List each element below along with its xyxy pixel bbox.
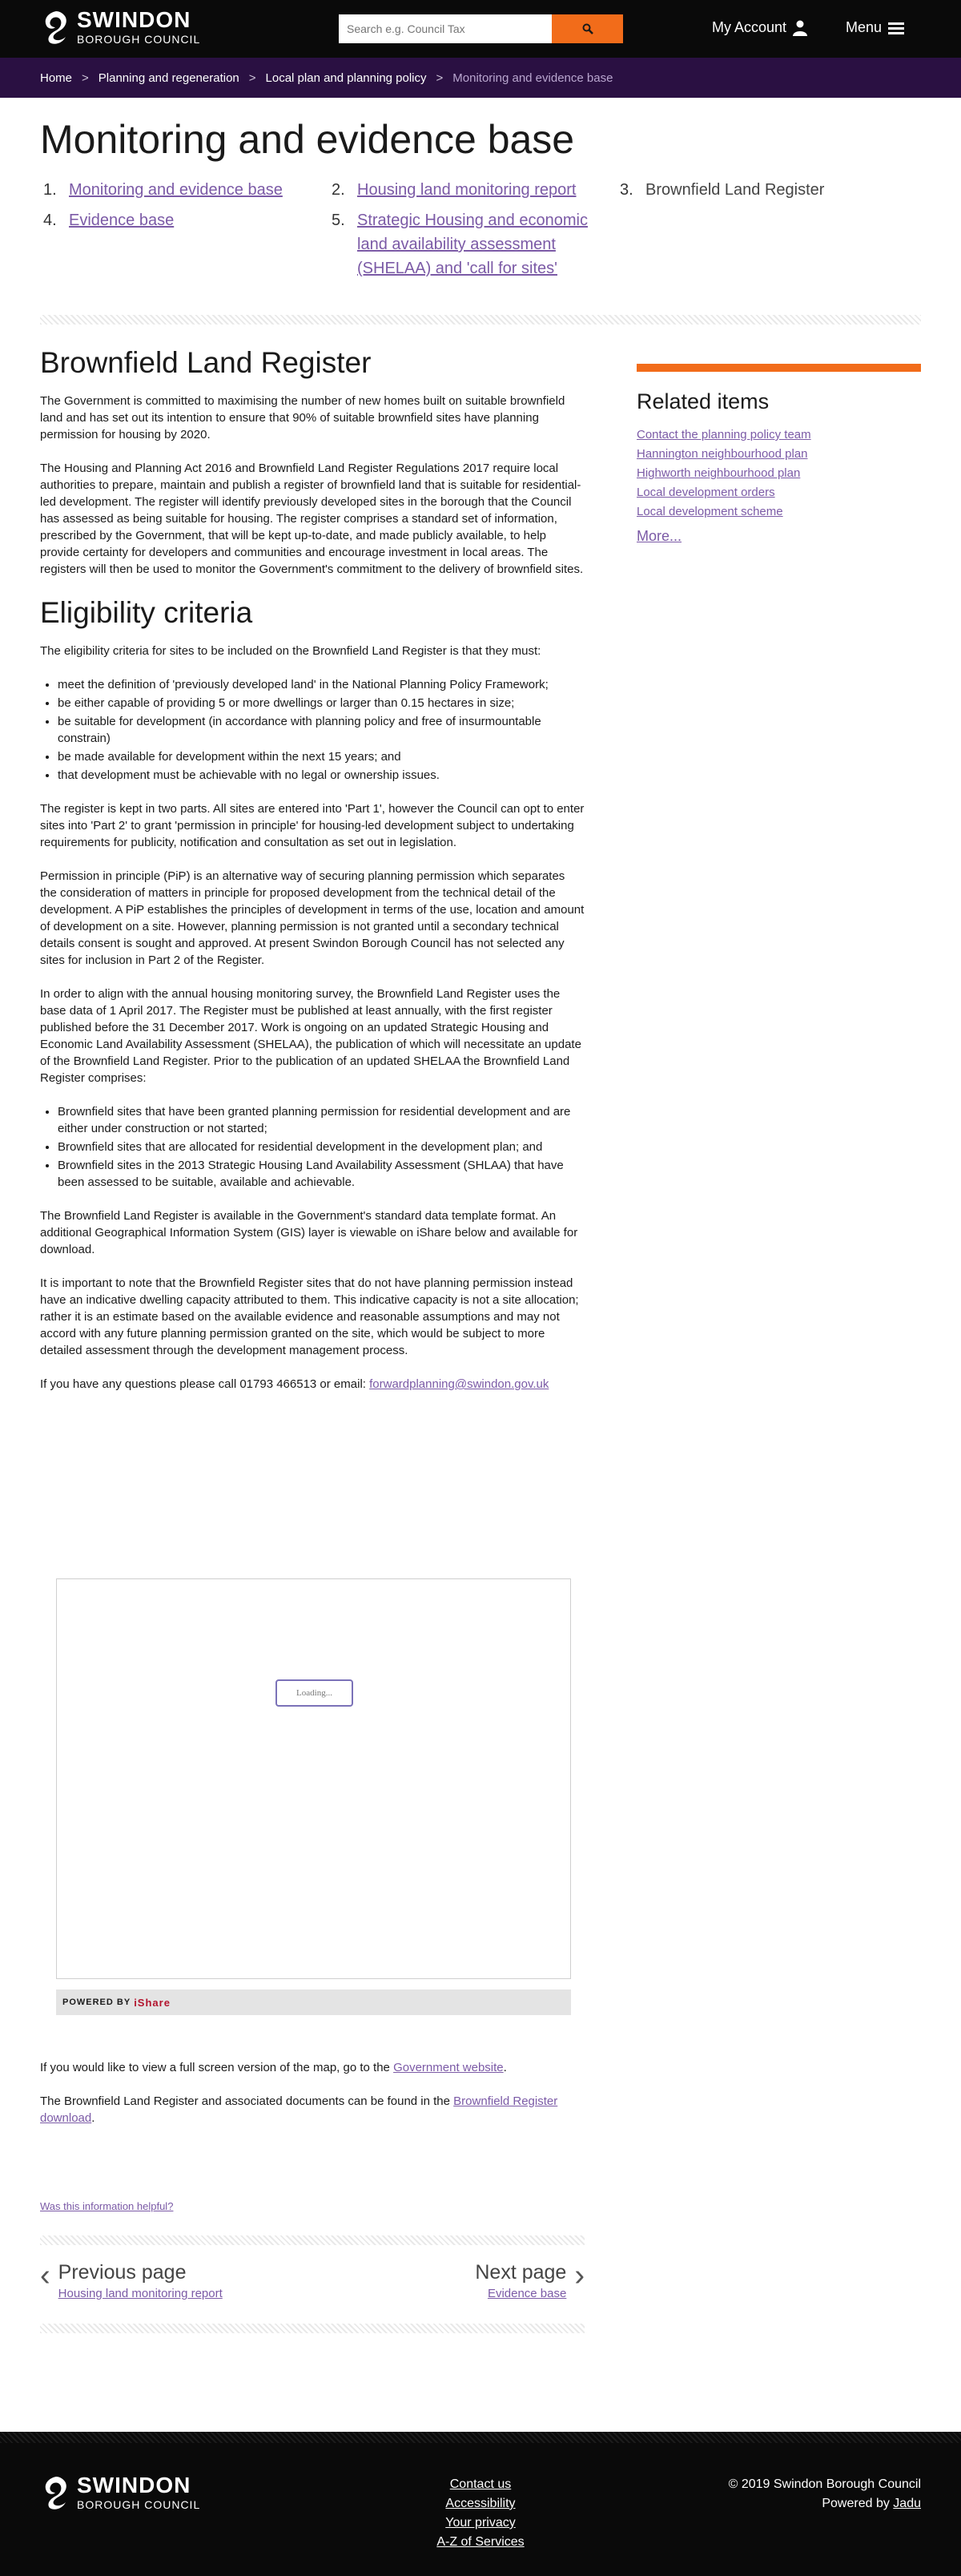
breadcrumb-separator: > xyxy=(82,71,89,85)
search-input[interactable] xyxy=(339,14,552,43)
toc-item-monitoring xyxy=(43,178,316,202)
footer-logo[interactable] xyxy=(40,2473,200,2510)
contact-text: If you have any questions please call 01793 466513 or email: xyxy=(40,1377,370,1391)
next-page-link[interactable]: Evidence base xyxy=(487,2287,567,2300)
related-items-sidebar xyxy=(637,364,921,545)
criteria-list xyxy=(58,676,585,784)
paragraph: It is important to note that the Brownfield Register sites that do not have planning permission instead have an indicative dwelling capacity attributed to them. This indicative capacity is not a site allocation; rather it is an estimate based on the available evidence and reasonable assumptions and may not accord with any future planning permission granted on the site, which would be subject to more detailed assessment through the development management process. xyxy=(40,1276,579,1357)
list-item xyxy=(637,464,921,483)
toc-number: 1. xyxy=(43,181,57,199)
menu-button[interactable] xyxy=(846,19,904,36)
toc-number: 3. xyxy=(620,181,633,199)
powered-by-label: POWERED BY xyxy=(62,1998,131,2007)
section-divider xyxy=(40,2324,585,2333)
footer-links xyxy=(400,2475,561,2552)
previous-page-link[interactable]: Housing land monitoring report xyxy=(58,2287,223,2300)
toc-number: 4. xyxy=(43,212,57,229)
list-item xyxy=(400,2533,561,2552)
list-item xyxy=(400,2514,561,2533)
full-screen-text: If you would like to view a full screen version of the map, go to the xyxy=(40,2061,394,2074)
list-item: • be either capable of providing 5 or more dwellings or larger than 0.15 hectares in size; xyxy=(58,695,585,712)
toc-item-housing-land xyxy=(332,178,604,202)
next-page-label: Next page xyxy=(475,2261,567,2284)
footer-copyright: © 2019 Swindon Borough Council xyxy=(728,2477,921,2491)
my-account-link[interactable] xyxy=(712,19,807,36)
logo-line1: SWINDON xyxy=(77,6,191,32)
toc-link-housing-land[interactable]: Housing land monitoring report xyxy=(357,181,577,199)
footer-link-accessibility[interactable]: Accessibility xyxy=(445,2497,516,2510)
logo-line2: BOROUGH COUNCIL xyxy=(77,32,201,46)
site-logo[interactable] xyxy=(40,8,200,45)
chevron-right-icon: › xyxy=(574,2259,585,2292)
register-comprises-list xyxy=(58,1103,585,1191)
paragraph: In order to align with the annual housing monitoring survey, the Brownfield Land Register uses the base data of 1 April 2017. The Register must be published at least annually, with the first register published before the 31 December 2017. Work is ongoing on an updated Strategic Housing and Economic Land Availability Assessment (SHELAA), the publication of which will necessitate an update of the Brownfield Land Register. Prior to the publication of an updated SHELAA the Brownfield Land Register comprises: xyxy=(40,987,581,1085)
breadcrumb-home[interactable]: Home xyxy=(40,71,73,85)
list-item: • Brownfield sites that have been granted planning permission for residential development and are either under construction or not started; xyxy=(58,1103,585,1137)
footer-stripe xyxy=(0,2432,961,2443)
toc-item-shelaa xyxy=(332,208,596,280)
list-item xyxy=(637,483,921,502)
page-navigation xyxy=(40,2261,585,2301)
breadcrumb-local-plan[interactable]: Local plan and planning policy xyxy=(265,71,427,85)
list-item: • Brownfield sites that are allocated for residential development in the development plan; and xyxy=(58,1139,585,1155)
section-heading-eligibility: Eligibility criteria xyxy=(40,596,253,629)
related-more-link[interactable]: More... xyxy=(637,528,682,544)
full-screen-end: . xyxy=(503,2061,507,2074)
toc-number: 5. xyxy=(332,212,345,229)
footer-link-contact[interactable]: Contact us xyxy=(449,2477,512,2491)
paragraph: The Housing and Planning Act 2016 and Brownfield Land Register Regulations 2017 require local authorities to prepare, maintain and publish a register of brownfield land that is suitable for residential-led development. The register will identify previously developed sites in the borough that the Council has assessed as being suitable for housing. The register comprises a standard set of information, prescribed by the Government, that will be kept up-to-date, and made publicly available, to help provide certainty for developers and communities and encourage investment in local areas. The registers will then be used to monitor the Government's commitment to the delivery of brownfield sites. xyxy=(40,462,584,576)
previous-page-label: Previous page xyxy=(58,2261,187,2284)
list-item xyxy=(637,425,921,445)
site-header xyxy=(0,0,961,58)
footer-powered xyxy=(729,2494,921,2514)
after-map-content xyxy=(40,2059,585,2143)
swindon-logo-icon xyxy=(40,8,72,45)
list-item xyxy=(637,445,921,464)
search-form xyxy=(339,14,623,43)
paragraph: The Government is committed to maximising the number of new homes built on suitable brownfield land and has set out its intention to ensure that 90% of suitable brownfield sites have planning permission for housing by 2020. xyxy=(40,394,565,441)
ishare-powered-by xyxy=(56,1989,571,2015)
related-link-lds[interactable]: Local development scheme xyxy=(637,505,783,518)
paragraph: The register is kept in two parts. All sites are entered into 'Part 1', however the Council can opt to enter sites into 'Part 2' to grant 'permission in principle' for housing-led development subject to undertaking requirements for publicity, notification and consultation as set out in legislation. xyxy=(40,802,585,849)
page-title: Monitoring and evidence base xyxy=(40,117,575,162)
brownfield-download-link[interactable]: Brownfield Register download xyxy=(40,2094,558,2125)
docs-end: . xyxy=(91,2111,95,2125)
section-heading-register: Brownfield Land Register xyxy=(40,346,372,379)
toc-link-shelaa[interactable]: Strategic Housing and economic land availability assessment (SHELAA) and 'call for sites' xyxy=(357,212,588,277)
next-page[interactable] xyxy=(475,2261,585,2300)
paragraph: The Brownfield Land Register is available in the Government's standard data template format. An additional Geographical Information System (GIS) layer is viewable on iShare below and available for download. xyxy=(40,1209,578,1256)
menu-label: Menu xyxy=(846,19,883,35)
toc-link-evidence[interactable]: Evidence base xyxy=(69,212,175,229)
paragraph: The eligibility criteria for sites to be included on the Brownfield Land Register is that they must: xyxy=(40,644,541,658)
related-link-ldo[interactable]: Local development orders xyxy=(637,486,775,499)
related-items-list xyxy=(637,425,921,522)
toc-item-evidence xyxy=(43,208,316,232)
breadcrumb-separator: > xyxy=(436,71,444,85)
footer-link-az[interactable]: A-Z of Services xyxy=(436,2535,525,2549)
footer-link-privacy[interactable]: Your privacy xyxy=(445,2516,516,2530)
docs-text: The Brownfield Land Register and associated documents can be found in the xyxy=(40,2094,454,2108)
search-button[interactable] xyxy=(552,14,623,43)
ishare-map-frame[interactable] xyxy=(56,1578,571,1979)
footer-legal xyxy=(729,2475,921,2514)
list-item xyxy=(400,2475,561,2494)
list-item: • be suitable for development (in accordance with planning policy and free of insurmountable constrain) xyxy=(58,713,585,747)
map-loading-indicator: Loading... xyxy=(275,1679,353,1707)
my-account-label: My Account xyxy=(712,19,787,35)
list-item xyxy=(637,502,921,522)
breadcrumb-planning[interactable]: Planning and regeneration xyxy=(98,71,239,85)
footer-powered-text: Powered by xyxy=(822,2497,894,2510)
toc-item-brownfield xyxy=(620,178,892,202)
paragraph xyxy=(40,2059,585,2076)
sidebar-accent-bar xyxy=(637,364,921,372)
list-item: • be made available for development within the next 15 years; and xyxy=(58,748,585,765)
swindon-logo-icon xyxy=(40,2473,72,2510)
related-link-highworth[interactable]: Highworth neighbourhood plan xyxy=(637,466,801,480)
ishare-logo: iShare xyxy=(134,1996,171,2009)
list-item: • Brownfield sites in the 2013 Strategic Housing Land Availability Assessment (SHLAA) that have been assessed to be suitable, available and achievable. xyxy=(58,1157,585,1191)
breadcrumb xyxy=(0,58,961,98)
site-footer xyxy=(0,2432,961,2576)
section-divider xyxy=(40,2235,585,2245)
footer-logo-line1: SWINDON xyxy=(77,2472,191,2497)
paragraph xyxy=(40,2093,585,2127)
paragraph: Permission in principle (PiP) is an alternative way of securing planning permission which separates the consideration of matters in principle for proposed development from the technical detail of the development. A PiP establishes the principles of development in terms of the use, location and amount of development on a site. However, planning permission is not granted until a secondary technical details consent is sought and approved. At present Swindon Borough Council has not selected any sites for inclusion in Part 2 of the Register. xyxy=(40,869,585,967)
breadcrumb-current: Monitoring and evidence base xyxy=(452,71,613,85)
user-icon xyxy=(793,20,807,36)
previous-page[interactable] xyxy=(40,2261,223,2300)
contact-email-link[interactable]: forwardplanning@swindon.gov.uk xyxy=(369,1377,549,1391)
main-content xyxy=(40,345,585,1409)
list-item: • meet the definition of 'previously developed land' in the National Planning Policy Framework; xyxy=(58,676,585,693)
contact-paragraph xyxy=(40,1376,585,1393)
list-item: • that development must be achievable with no legal or ownership issues. xyxy=(58,767,585,784)
toc-link-monitoring[interactable]: Monitoring and evidence base xyxy=(69,181,283,199)
chevron-left-icon: ‹ xyxy=(40,2259,50,2292)
related-items-title: Related items xyxy=(637,389,770,413)
toc-number: 2. xyxy=(332,181,345,199)
list-item xyxy=(400,2494,561,2514)
feedback-link[interactable]: Was this information helpful? xyxy=(40,2200,174,2212)
toc-current-brownfield: Brownfield Land Register xyxy=(645,181,825,199)
related-link-hannington[interactable]: Hannington neighbourhood plan xyxy=(637,447,808,461)
related-link-contact-team[interactable]: Contact the planning policy team xyxy=(637,428,811,441)
section-divider xyxy=(40,315,921,325)
footer-logo-line2: BOROUGH COUNCIL xyxy=(77,2497,201,2511)
government-website-link[interactable]: Government website xyxy=(393,2061,504,2074)
jadu-link[interactable]: Jadu xyxy=(893,2497,921,2510)
search-icon xyxy=(582,23,593,34)
breadcrumb-separator: > xyxy=(248,71,256,85)
hamburger-icon xyxy=(888,22,904,34)
